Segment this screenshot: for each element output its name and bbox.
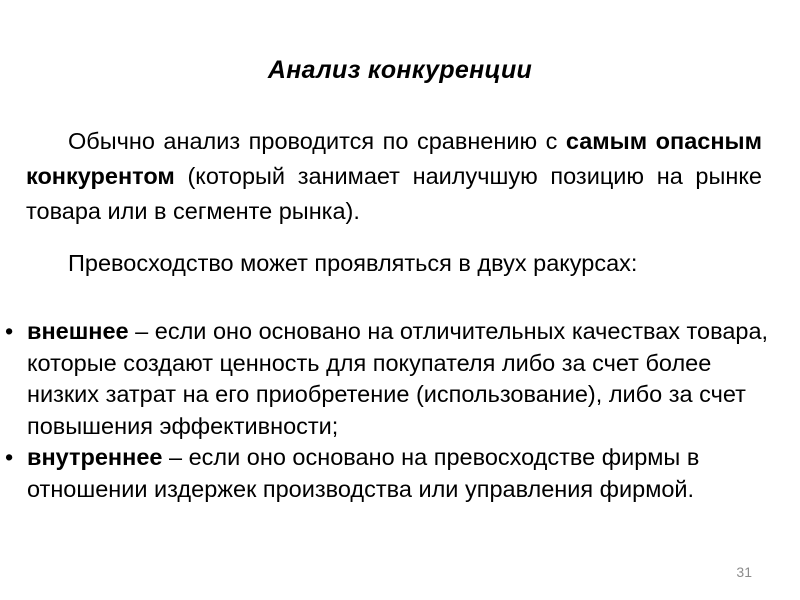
advantage-list bbox=[0, 316, 770, 506]
intro-text-end: (который занимает наилучшую позицию на рынке товара или в сегменте рынка). bbox=[26, 163, 762, 224]
bullet-icon: • bbox=[5, 444, 14, 471]
intro-text-start: Обычно анализ проводится по сравнению с bbox=[68, 128, 566, 154]
term-internal: внутреннее bbox=[27, 444, 163, 471]
list-item-internal bbox=[0, 442, 770, 505]
page-number: 31 bbox=[736, 564, 752, 580]
intro-paragraph bbox=[26, 124, 762, 229]
list-item-external bbox=[0, 316, 770, 442]
intro-bold-phrase: самым опасным конкурентом bbox=[26, 128, 762, 189]
text-external: – если оно основано на отличительных качествах товара, которые создают ценность для покупателя либо за счет более низких затрат на его приобретение (использование), либо за счет повышения эффективности; bbox=[27, 318, 769, 439]
slide-title: Анализ конкуренции bbox=[267, 56, 533, 84]
term-external: внешнее bbox=[27, 318, 129, 344]
bullet-icon: • bbox=[5, 318, 14, 344]
subtitle-paragraph: Превосходство может проявляться в двух ракурсах: bbox=[68, 250, 638, 276]
text-internal: – если оно основано на превосходстве фирмы в отношении издержек производства или управления фирмой. bbox=[27, 444, 700, 502]
